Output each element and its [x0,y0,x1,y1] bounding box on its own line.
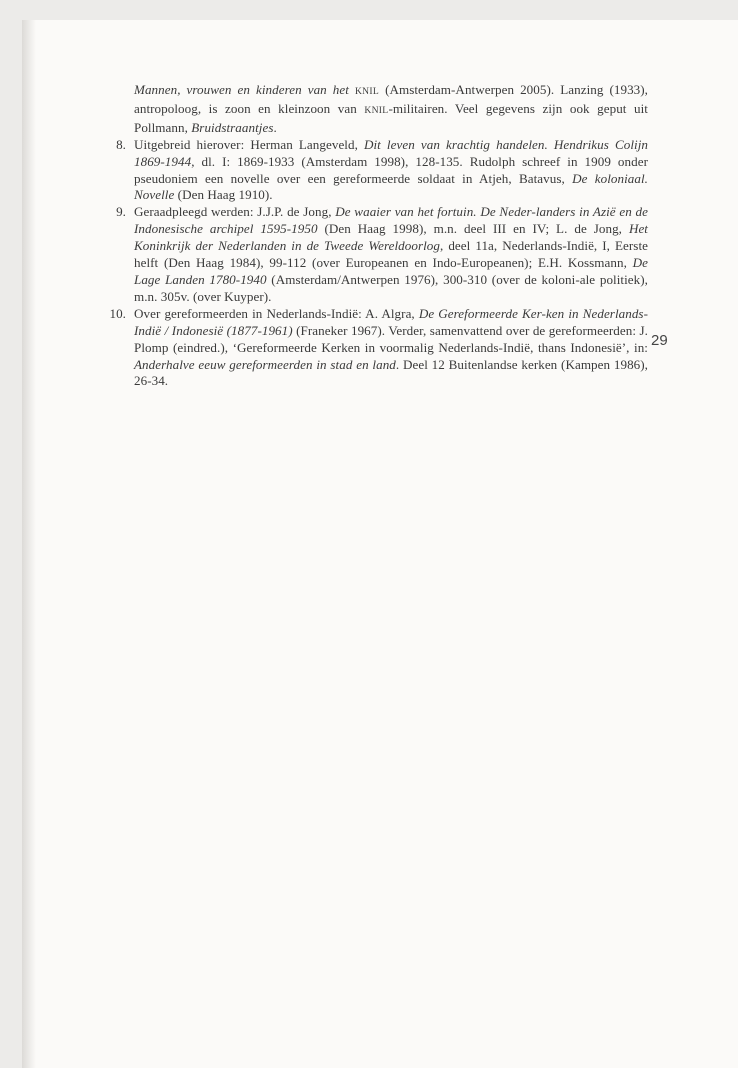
note-text: (Den Haag 1910). [174,187,273,203]
note-text: Dit leven van krachtig handelen. Hendrikus Colijn 1869-1944 [134,136,648,169]
note-9 [100,204,648,305]
note-text: Mannen, vrouwen en kinderen van het [134,82,355,97]
note-text: Anderhalve eeuw gereformeerden in stad en land [134,356,396,372]
note-text: Het Koninkrijk der Nederlanden in de Tweede Wereldoorlog [134,221,648,254]
note-text: KNIL [354,86,380,97]
note-continuation [100,82,648,137]
note-text: (Franeker 1967). Verder, samenvattend over de gereformeerden: J. Plomp (eindred.), ‘Gereformeerde Kerken in voormalig Nederlands-Indië, thans Indonesië’, in: [134,322,648,355]
note-text: De koloniaal. Novelle [134,170,648,203]
note-text: . [273,119,277,135]
note-text: (Amsterdam-Antwerpen 2005). Lanzing (1933), antropoloog, is zoon en kleinzoon van [134,82,648,116]
note-text: . Deel 12 Buitenlandse kerken (Kampen 1986), 26-34. [134,356,648,389]
note-8 [100,137,648,205]
note-text: KNIL [364,104,389,116]
endnotes [100,82,648,390]
note-10 [100,306,648,391]
note-text: Geraadpleegd werden: J.J.P. de Jong, [134,204,336,220]
note-text: , dl. I: 1869-1933 (Amsterdam 1998), 128-135. Rudolph schreef in 1909 onder pseudoniem een novelle over een gereformeerde soldaat in Atjeh, Batavus, [134,153,648,186]
note-number: 8. [116,136,126,152]
note-text: (Amsterdam/Antwerpen 1976), 300-310 (over de koloni-ale politiek), m.n. 305v. (over Kuyper). [134,271,648,304]
note-text: Over gereformeerden in Nederlands-Indië: A. Algra, [134,305,419,321]
page-number: 29 [651,332,668,349]
note-number: 9. [116,204,126,220]
note-number: 10. [109,305,126,321]
note-text: , deel 11a, Nederlands-Indië, I, Eerste helft (Den Haag 1984), 99-112 (over Europeanen en Indo-Europeanen); E.H. Kossmann, [134,238,648,271]
note-text: De Gereformeerde Ker-ken in Nederlands-Indië / Indonesië (1877-1961) [134,305,648,338]
gutter-shadow [22,20,36,1068]
note-text: De waaier van het fortuin. De Neder-landers in Azië en de Indonesische archipel 1595-1950 [134,204,648,237]
note-text: Uitgebreid hierover: Herman Langeveld, [134,136,364,152]
note-text: Bruidstraantjes [191,119,274,135]
note-text: De Lage Landen 1780-1940 [134,255,648,287]
note-text: (Den Haag 1998), m.n. deel III en IV; L. de Jong, [317,221,629,237]
note-text: -militairen. Veel gegevens zijn ook geput uit Pollmann, [134,100,648,135]
